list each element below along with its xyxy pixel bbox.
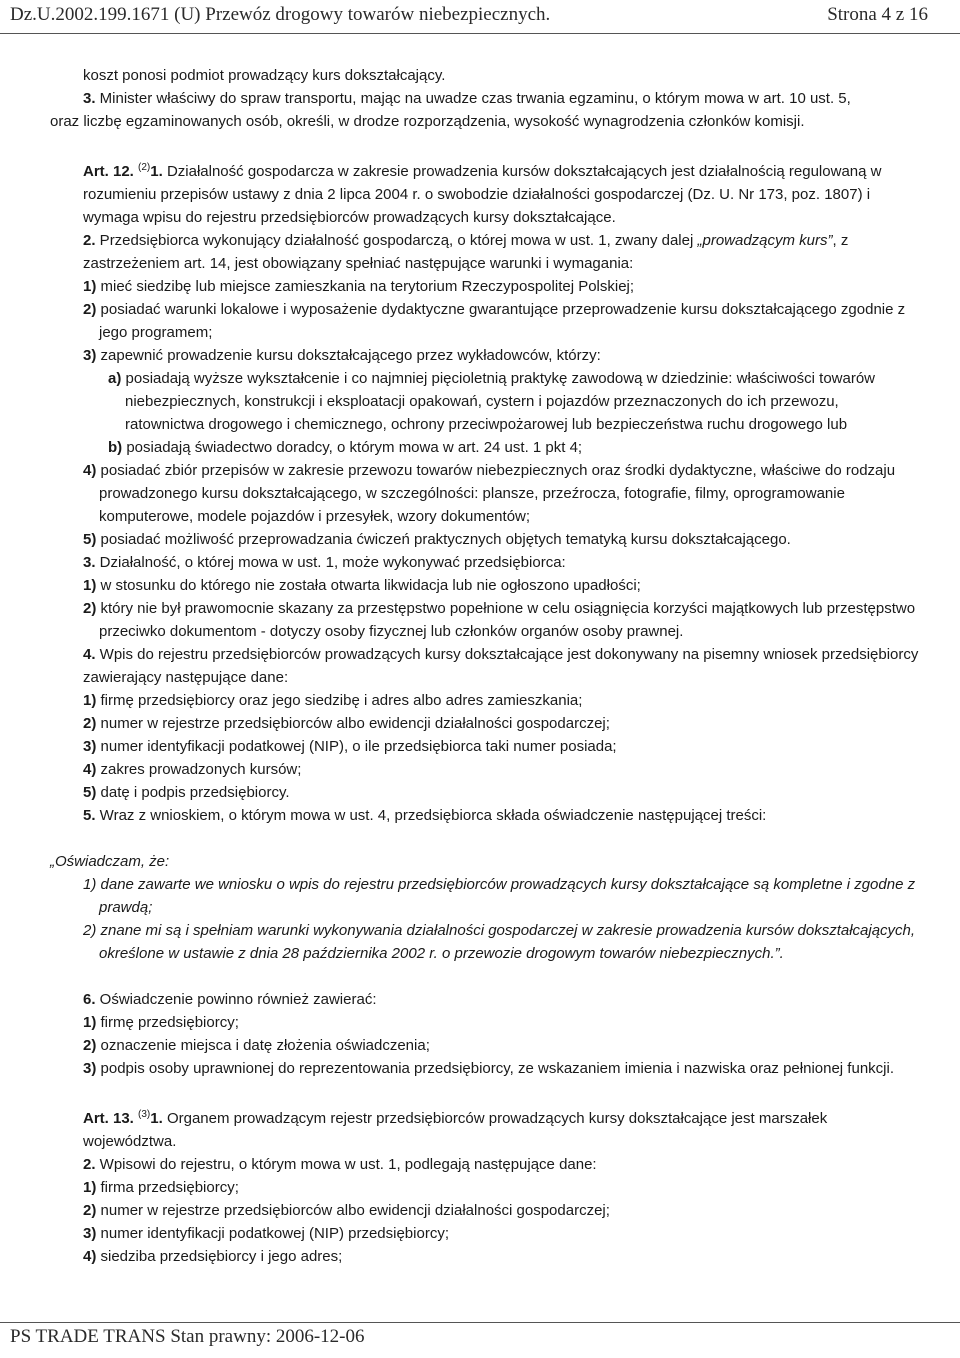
- list-item: 2) posiadać warunki lokalowe i wyposażenie dydaktyczne gwarantujące przeprowadzenie kursu dokształcającego zgodnie z jego programem;: [83, 301, 906, 341]
- declaration-item: 1) dane zawarte we wniosku o wpis do rejestru przedsiębiorców prowadzących kursy dokształcające są kompletne i zgodne z prawdą;: [83, 876, 916, 916]
- footnote-ref: (3): [138, 1109, 151, 1120]
- article-12-para-6: 6. Oświadczenie powinno również zawierać:: [83, 991, 377, 1008]
- article-13-para-2: 2. Wpisowi do rejestru, o którym mowa w ust. 1, podlegają następujące dane:: [83, 1156, 597, 1173]
- article-label: Art. 12.: [83, 163, 134, 180]
- document-body: [50, 64, 920, 1268]
- paragraph: 3. Minister właściwy do spraw transportu, mając na uwadze czas trwania egzaminu, o którym mowa w art. 10 ust. 5,: [83, 90, 851, 107]
- list-item: 4) siedziba przedsiębiorcy i jego adres;: [83, 1248, 343, 1265]
- list-item: 1) firmę przedsiębiorcy;: [83, 1014, 239, 1031]
- list-item: 3) numer identyfikacji podatkowej (NIP) przedsiębiorcy;: [83, 1225, 449, 1242]
- list-item: 1) w stosunku do którego nie została otwarta likwidacja lub nie ogłoszono upadłości;: [83, 577, 641, 594]
- article-12-para-3: 3. Działalność, o której mowa w ust. 1, może wykonywać przedsiębiorca:: [83, 554, 566, 571]
- page-number: Strona 4 z 16: [827, 4, 928, 25]
- declaration-item: 2) znane mi są i spełniam warunki wykonywania działalności gospodarczej w zakresie prowadzenia kursów dokształcających, określone w ustawie z dnia 28 października 2002 r. o przewozie drogowym towarów niebezpiecznych.”.: [83, 922, 916, 962]
- list-item: 2) numer w rejestrze przedsiębiorców albo ewidencji działalności gospodarczej;: [83, 1202, 610, 1219]
- list-item: 5) datę i podpis przedsiębiorcy.: [83, 784, 290, 801]
- paragraph: oraz liczbę egzaminowanych osób, określi, w drodze rozporządzenia, wysokość wynagrodzenia członków komisji.: [50, 113, 805, 130]
- list-item: 1) firma przedsiębiorcy;: [83, 1179, 239, 1196]
- list-item: 4) zakres prowadzonych kursów;: [83, 761, 302, 778]
- article-12-para-4: 4. Wpis do rejestru przedsiębiorców prowadzących kursy dokształcające jest dokonywany na pisemny wniosek przedsiębiorcy zawierający następujące dane:: [83, 646, 919, 686]
- document-title: Dz.U.2002.199.1671 (U) Przewóz drogowy towarów niebezpiecznych.: [10, 4, 551, 25]
- footer-text: PS TRADE TRANS Stan prawny: 2006-12-06: [10, 1326, 365, 1347]
- list-item: 1) mieć siedzibę lub miejsce zamieszkania na terytorium Rzeczypospolitej Polskiej;: [83, 278, 635, 295]
- list-item: 4) posiadać zbiór przepisów w zakresie przewozu towarów niebezpiecznych oraz środki dydaktyczne, właściwe do rodzaju prowadzonego kursu dokształcającego, w szczególności: plansze, przeźrocza, fotografie, filmy, oprogramowanie komputerowe, modele pojazdów i przesyłek, wzory dokumentów;: [83, 462, 896, 525]
- list-subitem: b) posiadają świadectwo doradcy, o którym mowa w art. 24 ust. 1 pkt 4;: [108, 439, 583, 456]
- list-item: 5) posiadać możliwość przeprowadzania ćwiczeń praktycznych objętych tematyką kursu dokształcającego.: [83, 531, 791, 548]
- footer-divider: [0, 1322, 960, 1323]
- article-13-para-1: Art. 13. $^{(3)}$1. Organem prowadzącym rejestr przedsiębiorców prowadzących kursy dokształcające jest marszałek województwa.: [83, 1109, 828, 1150]
- list-subitem: a) posiadają wyższe wykształcenie i co najmniej pięcioletnią praktykę zawodową w dziedzinie: właściwości towarów niebezpiecznych, konstrukcji i eksploatacji opakowań, cystern i pojazdów przeznaczonych do ich przewozu, ratownictwa drogowego i chemicznego, ochrony przeciwpożarowej lub bezpieczeństwa ruchu drogowego lub: [108, 370, 876, 433]
- list-item: 2) oznaczenie miejsca i datę złożenia oświadczenia;: [83, 1037, 430, 1054]
- list-item: 1) firmę przedsiębiorcy oraz jego siedzibę i adres albo adres zamieszkania;: [83, 692, 583, 709]
- footnote-ref: (2): [138, 162, 151, 173]
- article-label: Art. 13.: [83, 1110, 134, 1127]
- list-item: 3) numer identyfikacji podatkowej (NIP), o ile przedsiębiorca taki numer posiada;: [83, 738, 617, 755]
- paragraph: koszt ponosi podmiot prowadzący kurs dokształcający.: [83, 67, 446, 84]
- list-item: 2) który nie był prawomocnie skazany za przestępstwo popełnione w celu osiągnięcia korzyści majątkowych lub przestępstwo przeciwko dokumentom - dotyczy osoby fizycznej lub członków organów osoby prawnej.: [83, 600, 916, 640]
- list-item: 3) zapewnić prowadzenie kursu dokształcającego przez wykładowców, którzy:: [83, 347, 601, 364]
- article-12-para-1: Art. 12. $^{(2)}$1. Działalność gospodarcza w zakresie prowadzenia kursów dokształcających jest działalnością regulowaną w rozumieniu przepisów ustawy z dnia 2 lipca 2004 r. o swobodzie działalności gospodarczej (Dz. U. Nr 173, poz. 1807) i wymaga wpisu do rejestru przedsiębiorców prowadzących kursy dokształcające.: [83, 162, 882, 226]
- list-item: 3) podpis osoby uprawnionej do reprezentowania przedsiębiorcy, ze wskazaniem imienia i nazwiska oraz pełnionej funkcji.: [83, 1060, 894, 1077]
- list-item: 2) numer w rejestrze przedsiębiorców albo ewidencji działalności gospodarczej;: [83, 715, 610, 732]
- header-divider: [0, 33, 960, 34]
- page-footer: [0, 1322, 960, 1358]
- page-header: [0, 2, 960, 28]
- article-12-para-5: 5. Wraz z wnioskiem, o którym mowa w ust. 4, przedsiębiorca składa oświadczenie następującej treści:: [83, 807, 767, 824]
- declaration-heading: „Oświadczam, że:: [50, 853, 170, 870]
- article-12-para-2: 2. Przedsiębiorca wykonujący działalność gospodarczą, o której mowa w ust. 1, zwany dalej „prowadzącym kurs”, z zastrzeżeniem art. 14, jest obowiązany spełniać następujące warunki i wymagania:: [83, 232, 849, 272]
